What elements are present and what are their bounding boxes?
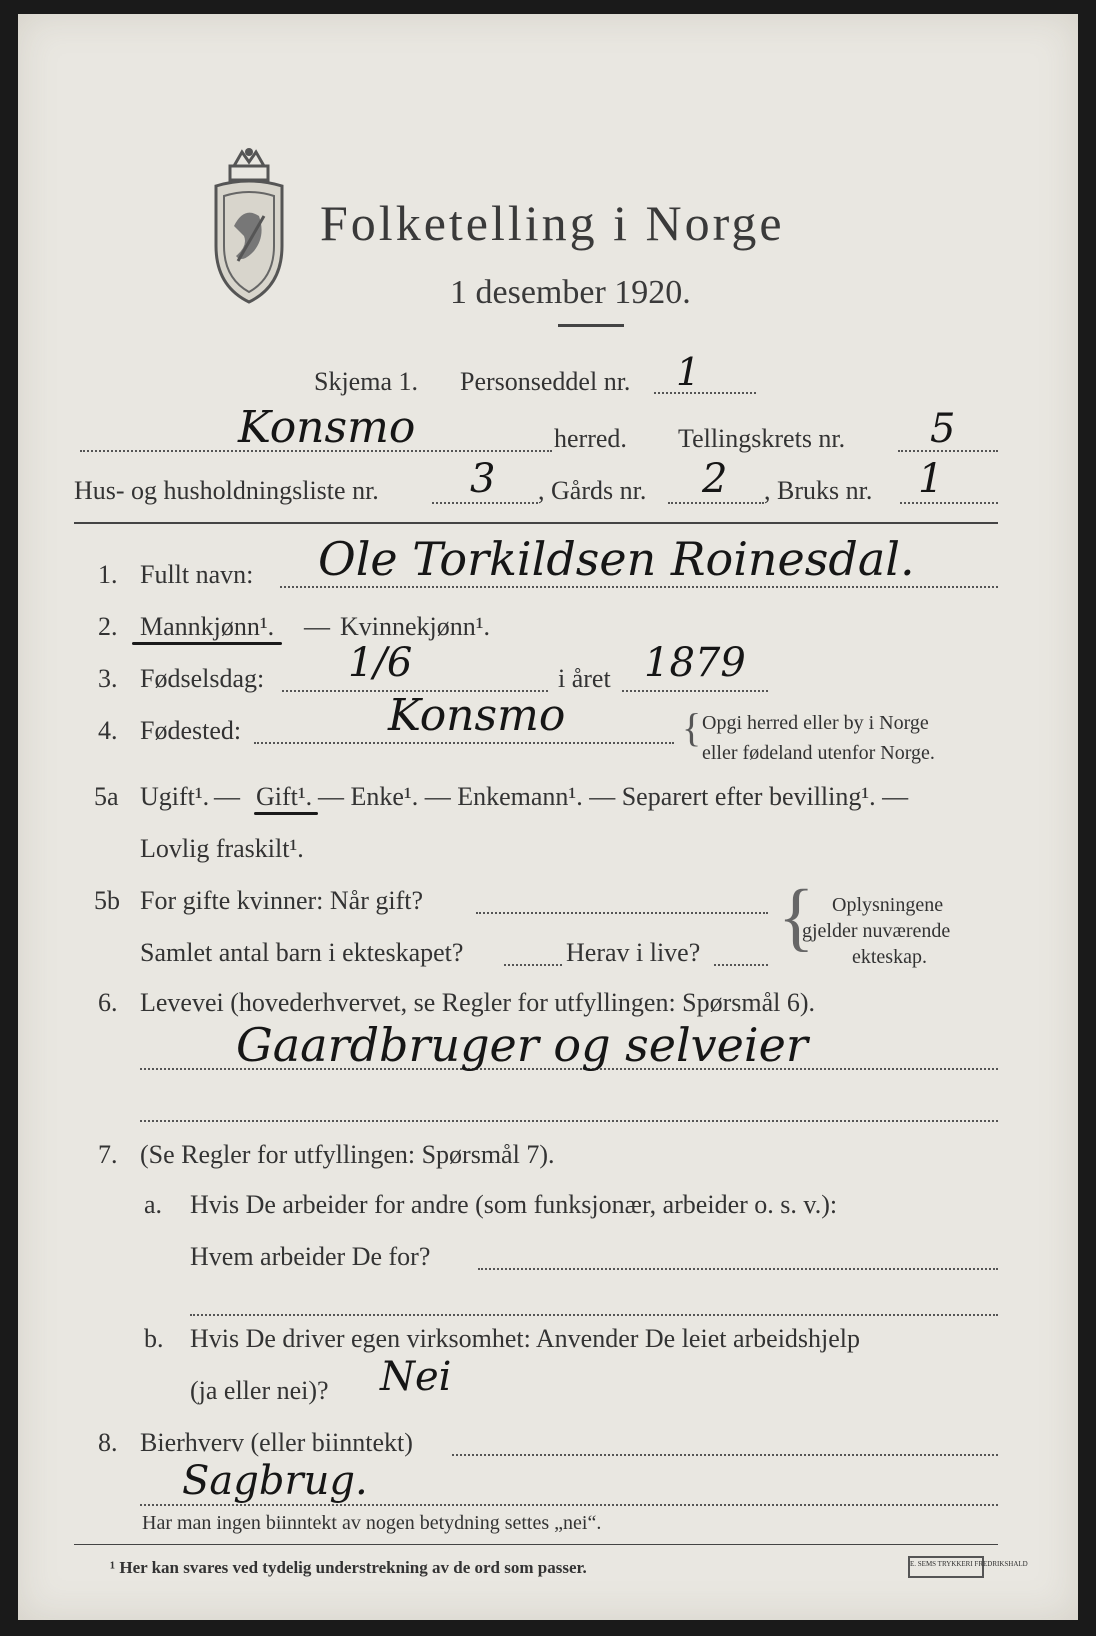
personseddel-line xyxy=(654,392,756,394)
printer-stamp xyxy=(908,1556,1028,1578)
footer-rule xyxy=(74,1544,998,1545)
q3-year-line xyxy=(622,690,768,692)
personseddel-value: 1 xyxy=(676,350,701,394)
q7a-letter: a. xyxy=(144,1190,163,1219)
q5a-rest: — Enke¹. — Enkemann¹. — Separert efter bevilling¹. — xyxy=(318,782,909,811)
q2-male-underline xyxy=(132,642,282,645)
q1-label: Fullt navn: xyxy=(140,560,254,589)
q6-number: 6. xyxy=(98,988,118,1017)
q1-value: Ole Torkildsen Roinesdal. xyxy=(318,532,915,586)
bruks-value: 1 xyxy=(918,456,944,502)
q5b-note-line3: ekteskap. xyxy=(852,946,927,968)
q5b-label: For gifte kvinner: Når gift? xyxy=(140,886,424,915)
q2-number: 2. xyxy=(98,612,118,641)
q5b-alive-label: Herav i live? xyxy=(566,938,701,967)
schema-label: Skjema 1. xyxy=(314,367,418,396)
q4-note-line2: eller fødeland utenfor Norge. xyxy=(702,742,935,764)
q3-day-value: 1/6 xyxy=(348,640,413,686)
q7b-value: Nei xyxy=(380,1354,452,1400)
q8-value: Sagbrug. xyxy=(182,1458,368,1504)
q7a-text2: Hvem arbeider De for? xyxy=(190,1242,431,1271)
q6-value: Gaardbruger og selveier xyxy=(236,1018,808,1072)
q4-value: Konsmo xyxy=(388,690,566,741)
q7-label: (Se Regler for utfyllingen: Spørsmål 7). xyxy=(140,1140,555,1169)
printer-stamp-text: E. SEMS TRYKKERI FREDRIKSHALD xyxy=(910,1560,1028,1568)
q7a-line1 xyxy=(478,1268,998,1270)
q7b-text: Hvis De driver egen virksomhet: Anvender De leiet arbeidshjelp xyxy=(190,1324,861,1353)
q8-line2 xyxy=(140,1504,998,1506)
personseddel-label: Personseddel nr. xyxy=(460,367,631,396)
q5b-when-line xyxy=(476,912,768,914)
bruks-label: , Bruks nr. xyxy=(764,476,873,505)
q6-label: Levevei (hovederhvervet, se Regler for utfyllingen: Spørsmål 6). xyxy=(140,988,816,1017)
gards-label: , Gårds nr. xyxy=(538,476,647,505)
coat-of-arms-icon xyxy=(204,146,294,306)
q4-line xyxy=(254,742,674,744)
q5b-children-line xyxy=(504,964,562,966)
q8-number: 8. xyxy=(98,1428,118,1457)
q8-label: Bierhverv (eller biinntekt) xyxy=(140,1428,413,1457)
q5b-alive-line xyxy=(714,964,768,966)
husliste-value: 3 xyxy=(470,456,496,502)
q7-number: 7. xyxy=(98,1140,118,1169)
q1-line xyxy=(280,586,998,588)
footnote: ¹ Her kan svares ved tydelig understrekning av de ord som passer. xyxy=(110,1558,587,1577)
census-date: 1 desember 1920. xyxy=(450,274,691,311)
title-divider xyxy=(558,324,624,327)
q5a-number: 5a xyxy=(94,782,119,811)
tellingskrets-value: 5 xyxy=(930,406,956,452)
q2-separator: — xyxy=(304,612,330,641)
q7a-line2 xyxy=(190,1314,998,1316)
q3-year-label: i året xyxy=(558,664,611,693)
q5a-dash: — xyxy=(214,782,240,811)
q7b-letter: b. xyxy=(144,1324,164,1353)
q5b-children-label: Samlet antal barn i ekteskapet? xyxy=(140,938,464,967)
q6-line2 xyxy=(140,1120,998,1122)
q3-year-value: 1879 xyxy=(644,640,746,686)
q8-note: Har man ingen biinntekt av nogen betydning settes „nei“. xyxy=(142,1512,602,1534)
herred-value: Konsmo xyxy=(238,402,416,453)
header-rule xyxy=(74,522,998,524)
q4-note-brace: { xyxy=(682,705,702,750)
gards-value: 2 xyxy=(702,456,728,502)
q5a-gift-underline xyxy=(254,812,318,815)
husliste-label: Hus- og husholdningsliste nr. xyxy=(74,476,379,505)
gards-line xyxy=(668,502,764,504)
q5b-note-brace: { xyxy=(778,875,815,959)
bruks-line xyxy=(900,502,998,504)
q4-note-line1: Opgi herred eller by i Norge xyxy=(702,712,929,734)
q7b-text2: (ja eller nei)? xyxy=(190,1376,329,1405)
q5a-ugift: Ugift¹. xyxy=(140,782,210,811)
husliste-line xyxy=(432,502,538,504)
q8-line1 xyxy=(452,1454,998,1456)
q2-male: Mannkjønn¹. xyxy=(140,612,275,641)
census-form-sheet xyxy=(18,14,1078,1620)
q1-number: 1. xyxy=(98,560,118,589)
form-title: Folketelling i Norge xyxy=(320,195,785,251)
q5b-number: 5b xyxy=(94,886,120,915)
q2-female: Kvinnekjønn¹. xyxy=(340,612,491,641)
q5b-note-line1: Oplysningene xyxy=(832,894,944,916)
q5b-note-line2: gjelder nuværende xyxy=(802,920,951,942)
tellingskrets-label: Tellingskrets nr. xyxy=(678,424,846,453)
q4-label: Fødested: xyxy=(140,716,242,745)
q5a-gift: Gift¹. xyxy=(256,782,313,811)
q7a-text: Hvis De arbeider for andre (som funksjonær, arbeider o. s. v.): xyxy=(190,1190,838,1219)
herred-label: herred. xyxy=(554,424,627,453)
q3-number: 3. xyxy=(98,664,118,693)
q4-number: 4. xyxy=(98,716,118,745)
q3-label: Fødselsdag: xyxy=(140,664,265,693)
q5a-line2: Lovlig fraskilt¹. xyxy=(140,834,304,863)
